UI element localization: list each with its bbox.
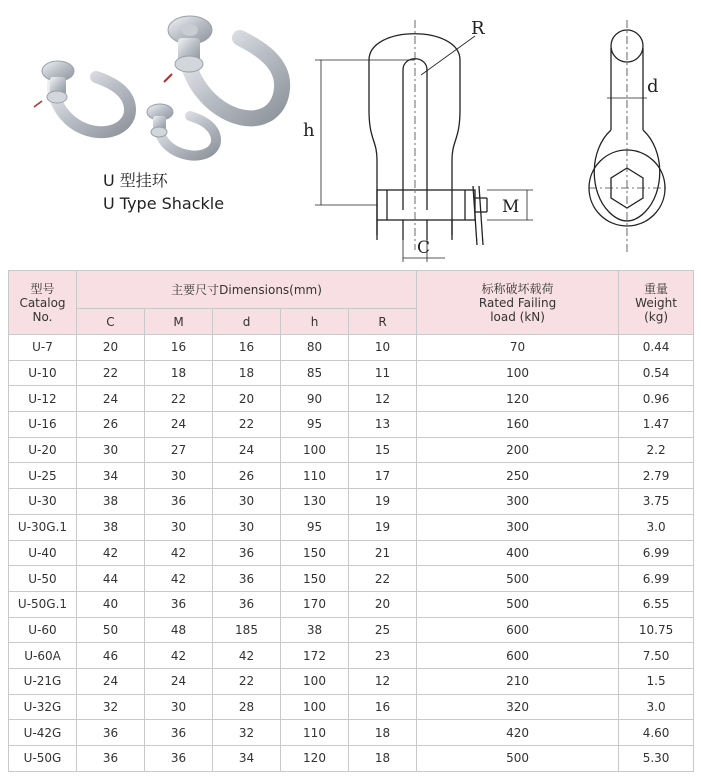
table-cell: 2.79 <box>619 463 694 489</box>
table-row <box>9 566 694 592</box>
table-cell: 17 <box>349 463 417 489</box>
table-cell: 400 <box>417 540 619 566</box>
header-h: h <box>281 309 349 335</box>
table-cell: 30 <box>145 463 213 489</box>
header-m: M <box>145 309 213 335</box>
table-cell: 15 <box>349 437 417 463</box>
header-weight-line2: Weight <box>635 295 677 310</box>
table-cell: 38 <box>77 514 145 540</box>
table-cell: 42 <box>213 643 281 669</box>
table-cell: 30 <box>213 514 281 540</box>
table-row <box>9 617 694 643</box>
table-cell: 38 <box>281 617 349 643</box>
table-cell: 42 <box>145 643 213 669</box>
table-row <box>9 412 694 438</box>
header-rated-line2: Rated Failing <box>478 295 557 310</box>
table-cell: 90 <box>281 386 349 412</box>
header-weight <box>619 271 694 335</box>
spec-table-body <box>9 335 694 772</box>
table-cell: 300 <box>417 514 619 540</box>
table-cell: U-25 <box>9 463 77 489</box>
table-row <box>9 591 694 617</box>
table-cell: 200 <box>417 437 619 463</box>
header-catalog-line3: No. <box>32 309 53 324</box>
table-row <box>9 386 694 412</box>
table-cell: 48 <box>145 617 213 643</box>
table-cell: U-32G <box>9 694 77 720</box>
table-cell: 100 <box>281 668 349 694</box>
table-cell: 32 <box>213 720 281 746</box>
table-cell: 420 <box>417 720 619 746</box>
table-row <box>9 514 694 540</box>
table-row <box>9 489 694 515</box>
table-cell: 44 <box>77 566 145 592</box>
table-cell: 12 <box>349 668 417 694</box>
table-cell: 5.30 <box>619 746 694 772</box>
table-cell: 16 <box>213 335 281 361</box>
table-cell: 7.50 <box>619 643 694 669</box>
table-cell: 24 <box>145 412 213 438</box>
table-row <box>9 643 694 669</box>
table-cell: 36 <box>77 746 145 772</box>
header-dimensions: 主要尺寸Dimensions(mm) <box>77 271 417 309</box>
table-cell: 110 <box>281 463 349 489</box>
label-m: M <box>502 197 520 217</box>
table-row <box>9 463 694 489</box>
table-cell: 500 <box>417 746 619 772</box>
table-row <box>9 746 694 772</box>
product-header <box>0 0 701 270</box>
table-cell: 3.0 <box>619 514 694 540</box>
table-cell: 42 <box>77 540 145 566</box>
table-cell: 80 <box>281 335 349 361</box>
table-cell: 22 <box>349 566 417 592</box>
table-cell: 19 <box>349 489 417 515</box>
table-cell: 36 <box>145 746 213 772</box>
table-cell: 18 <box>145 360 213 386</box>
table-cell: 0.96 <box>619 386 694 412</box>
table-cell: 100 <box>281 694 349 720</box>
table-cell: 26 <box>213 463 281 489</box>
table-cell: 1.47 <box>619 412 694 438</box>
table-cell: 23 <box>349 643 417 669</box>
header-rated-line1: 标称破坏载荷 <box>481 281 554 296</box>
table-cell: 0.54 <box>619 360 694 386</box>
table-row <box>9 335 694 361</box>
table-cell: 150 <box>281 566 349 592</box>
table-row <box>9 668 694 694</box>
table-cell: 22 <box>77 360 145 386</box>
table-cell: 24 <box>77 386 145 412</box>
table-cell: 300 <box>417 489 619 515</box>
table-cell: 30 <box>213 489 281 515</box>
table-cell: 34 <box>77 463 145 489</box>
table-cell: U-42G <box>9 720 77 746</box>
table-cell: 36 <box>213 540 281 566</box>
table-cell: 16 <box>145 335 213 361</box>
label-c: C <box>417 238 431 258</box>
table-cell: U-20 <box>9 437 77 463</box>
table-cell: 120 <box>417 386 619 412</box>
table-cell: 20 <box>77 335 145 361</box>
table-cell: 600 <box>417 643 619 669</box>
header-r: R <box>349 309 417 335</box>
table-cell: 110 <box>281 720 349 746</box>
table-cell: 16 <box>349 694 417 720</box>
table-cell: 2.2 <box>619 437 694 463</box>
table-cell: 3.0 <box>619 694 694 720</box>
table-cell: 19 <box>349 514 417 540</box>
header-catalog <box>9 271 77 335</box>
header-rated-line3: load (kN) <box>490 309 545 324</box>
table-cell: 34 <box>213 746 281 772</box>
table-cell: 6.55 <box>619 591 694 617</box>
table-cell: 40 <box>77 591 145 617</box>
table-cell: 25 <box>349 617 417 643</box>
header-rated-load <box>417 271 619 335</box>
table-cell: 21 <box>349 540 417 566</box>
table-cell: U-60 <box>9 617 77 643</box>
table-cell: 1.5 <box>619 668 694 694</box>
table-cell: U-50 <box>9 566 77 592</box>
product-photo <box>20 0 320 165</box>
header-catalog-line1: 型号 <box>30 281 55 296</box>
table-cell: 24 <box>213 437 281 463</box>
table-cell: 95 <box>281 412 349 438</box>
table-cell: 250 <box>417 463 619 489</box>
table-cell: 185 <box>213 617 281 643</box>
table-cell: U-10 <box>9 360 77 386</box>
table-cell: 36 <box>213 566 281 592</box>
table-cell: 210 <box>417 668 619 694</box>
table-cell: U-21G <box>9 668 77 694</box>
table-cell: 36 <box>77 720 145 746</box>
table-cell: 26 <box>77 412 145 438</box>
spec-table <box>8 270 694 772</box>
table-cell: 36 <box>145 489 213 515</box>
table-cell: 13 <box>349 412 417 438</box>
table-cell: 600 <box>417 617 619 643</box>
table-cell: 70 <box>417 335 619 361</box>
header-weight-line1: 重量 <box>644 281 669 296</box>
table-cell: 100 <box>281 437 349 463</box>
table-cell: 172 <box>281 643 349 669</box>
table-cell: 30 <box>145 694 213 720</box>
table-cell: 24 <box>145 668 213 694</box>
label-h: h <box>303 120 315 141</box>
table-cell: U-12 <box>9 386 77 412</box>
table-row <box>9 540 694 566</box>
table-cell: 320 <box>417 694 619 720</box>
side-view-drawing <box>585 0 695 268</box>
table-cell: 85 <box>281 360 349 386</box>
table-cell: 27 <box>145 437 213 463</box>
table-cell: 3.75 <box>619 489 694 515</box>
table-cell: 10.75 <box>619 617 694 643</box>
table-cell: 22 <box>213 412 281 438</box>
table-cell: 20 <box>213 386 281 412</box>
table-cell: 6.99 <box>619 566 694 592</box>
table-cell: U-30G.1 <box>9 514 77 540</box>
front-view-drawing <box>295 0 535 268</box>
table-cell: 160 <box>417 412 619 438</box>
header-c: C <box>77 309 145 335</box>
table-cell: 500 <box>417 566 619 592</box>
table-cell: 24 <box>77 668 145 694</box>
table-cell: 500 <box>417 591 619 617</box>
table-cell: 130 <box>281 489 349 515</box>
table-cell: 22 <box>145 386 213 412</box>
table-cell: 28 <box>213 694 281 720</box>
table-cell: U-50G <box>9 746 77 772</box>
table-cell: 20 <box>349 591 417 617</box>
table-cell: 4.60 <box>619 720 694 746</box>
table-row <box>9 694 694 720</box>
caption-chinese: U 型挂环 <box>103 171 168 190</box>
table-cell: 46 <box>77 643 145 669</box>
table-cell: 30 <box>145 514 213 540</box>
table-cell: 32 <box>77 694 145 720</box>
table-cell: 10 <box>349 335 417 361</box>
caption-english: U Type Shackle <box>103 194 225 213</box>
table-cell: 150 <box>281 540 349 566</box>
table-cell: 95 <box>281 514 349 540</box>
table-cell: 30 <box>77 437 145 463</box>
label-r: R <box>471 18 485 39</box>
table-cell: 22 <box>213 668 281 694</box>
table-cell: U-60A <box>9 643 77 669</box>
table-cell: 36 <box>213 591 281 617</box>
table-cell: 50 <box>77 617 145 643</box>
table-cell: U-7 <box>9 335 77 361</box>
table-cell: 120 <box>281 746 349 772</box>
table-cell: 38 <box>77 489 145 515</box>
label-d: d <box>647 76 659 97</box>
table-cell: 36 <box>145 720 213 746</box>
table-cell: 11 <box>349 360 417 386</box>
table-cell: 18 <box>213 360 281 386</box>
table-cell: 12 <box>349 386 417 412</box>
table-cell: U-40 <box>9 540 77 566</box>
table-row <box>9 360 694 386</box>
table-cell: U-50G.1 <box>9 591 77 617</box>
table-cell: 36 <box>145 591 213 617</box>
table-cell: 170 <box>281 591 349 617</box>
table-cell: U-16 <box>9 412 77 438</box>
header-d: d <box>213 309 281 335</box>
table-cell: 100 <box>417 360 619 386</box>
header-catalog-line2: Catalog <box>19 295 66 310</box>
header-weight-line3: (kg) <box>644 309 669 324</box>
table-cell: 42 <box>145 566 213 592</box>
table-cell: 18 <box>349 746 417 772</box>
table-cell: U-30 <box>9 489 77 515</box>
table-cell: 6.99 <box>619 540 694 566</box>
table-cell: 18 <box>349 720 417 746</box>
table-row <box>9 720 694 746</box>
table-row <box>9 437 694 463</box>
table-cell: 42 <box>145 540 213 566</box>
table-cell: 0.44 <box>619 335 694 361</box>
